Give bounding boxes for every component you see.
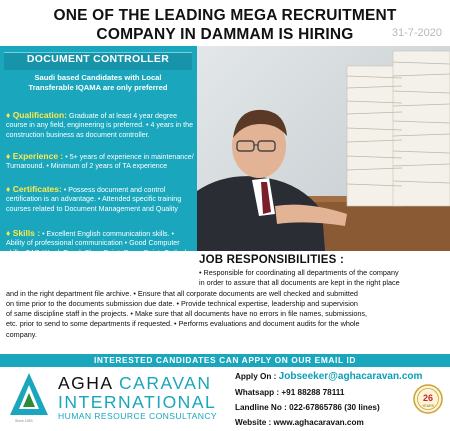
brand-tagline: HUMAN RESOURCE CONSULTANCY bbox=[58, 411, 218, 421]
apply-email-link[interactable]: Jobseeker@aghacaravan.com bbox=[278, 371, 423, 382]
responsibilities-body bbox=[6, 268, 446, 340]
responsibility-line: company. bbox=[6, 329, 37, 339]
anniversary-badge-icon bbox=[413, 384, 443, 414]
responsibility-line: of same discipline staff in the projects. • Make sure that all documents have no errors in file names, submissions, bbox=[6, 309, 368, 319]
badge-number: 26 bbox=[422, 393, 434, 403]
candidate-preference-line-2: Transferable IQAMA are only preferred bbox=[28, 83, 168, 92]
section-certificates bbox=[6, 185, 194, 214]
badge-text: YEARS bbox=[422, 404, 434, 408]
office-worker-photo bbox=[197, 46, 450, 251]
candidate-preference-line-1: Saudi based Candidates with Local bbox=[34, 73, 162, 82]
website-link[interactable]: Website : www.aghacaravan.com bbox=[235, 418, 364, 427]
responsibility-line: etc. prior to send to some departments if requested. • Performs evaluations and document audits for the whole bbox=[6, 319, 360, 329]
section-text: Graduate of at least 4 year degree course in any field, engineering is preferred. • 4 years in the construction business as document controller. bbox=[6, 112, 194, 139]
office-worker-illustration bbox=[197, 46, 450, 251]
responsibility-line: • Responsible for coordinating all departments of the company bbox=[199, 268, 399, 277]
landline-number[interactable]: Landline No : 022-67865786 (30 lines) bbox=[235, 403, 380, 412]
brand-agha: AGHA bbox=[58, 373, 113, 393]
candidate-preference bbox=[4, 73, 192, 93]
section-heading: ♦ Skills : bbox=[6, 228, 41, 238]
brand-name-line-1 bbox=[58, 373, 212, 394]
headline-line-1: ONE OF THE LEADING MEGA RECRUITMENT bbox=[53, 7, 397, 24]
responsibility-line: on time prior to the documents submission due date. • Provide technical expertise, leadership and supervision bbox=[6, 298, 358, 308]
headline bbox=[0, 6, 450, 44]
section-text: • Possess document and control certification is an advantage. • Attended specific training courses related to Document Management and Quality bbox=[6, 186, 182, 213]
apply-banner: INTERESTED CANDIDATES CAN APPLY ON OUR EMAIL ID bbox=[0, 354, 450, 367]
responsibility-line: and in the right department file archive. • Ensure that all corporate documents are well checked and submitted bbox=[6, 288, 358, 298]
section-experience bbox=[6, 152, 194, 172]
job-title: DOCUMENT CONTROLLER bbox=[26, 53, 170, 65]
apply-label: Apply On : bbox=[235, 372, 279, 381]
section-qualification bbox=[6, 111, 194, 140]
section-text: • 5+ years of experience in maintenance/ Turnaround. • Minimum of 2 years of TA experience bbox=[6, 153, 194, 171]
section-heading: ♦ Experience : bbox=[6, 151, 64, 161]
section-heading: ♦ Certificates: bbox=[6, 184, 62, 194]
section-text: • Excellent English communication skills. • Ability of professional communication • Good Computer skills: SAP, Word, Excel, SharePoint, PowerPoint, Outlook. • Able to deal with different nationalities • Flexible in working Schedule. bbox=[6, 230, 194, 276]
responsibilities-title: JOB RESPONSIBILITIES : bbox=[199, 254, 344, 266]
job-details-panel bbox=[0, 46, 197, 276]
section-heading: ♦ Qualification: bbox=[6, 110, 68, 120]
apply-email-line bbox=[235, 371, 422, 382]
agha-caravan-logo-icon bbox=[8, 371, 50, 423]
headline-line-2: COMPANY IN DAMMAM IS HIRING bbox=[96, 26, 354, 43]
since-label: Since 1983 bbox=[15, 419, 33, 423]
brand-international: INTERNATIONAL bbox=[58, 392, 217, 412]
brand-caravan: CARAVAN bbox=[119, 373, 212, 393]
responsibility-line: in order to assure that all documents are kept in the right place bbox=[199, 278, 400, 288]
whatsapp-number[interactable]: Whatsapp : +91 88288 78111 bbox=[235, 388, 345, 397]
post-date: 31-7-2020 bbox=[391, 27, 442, 39]
